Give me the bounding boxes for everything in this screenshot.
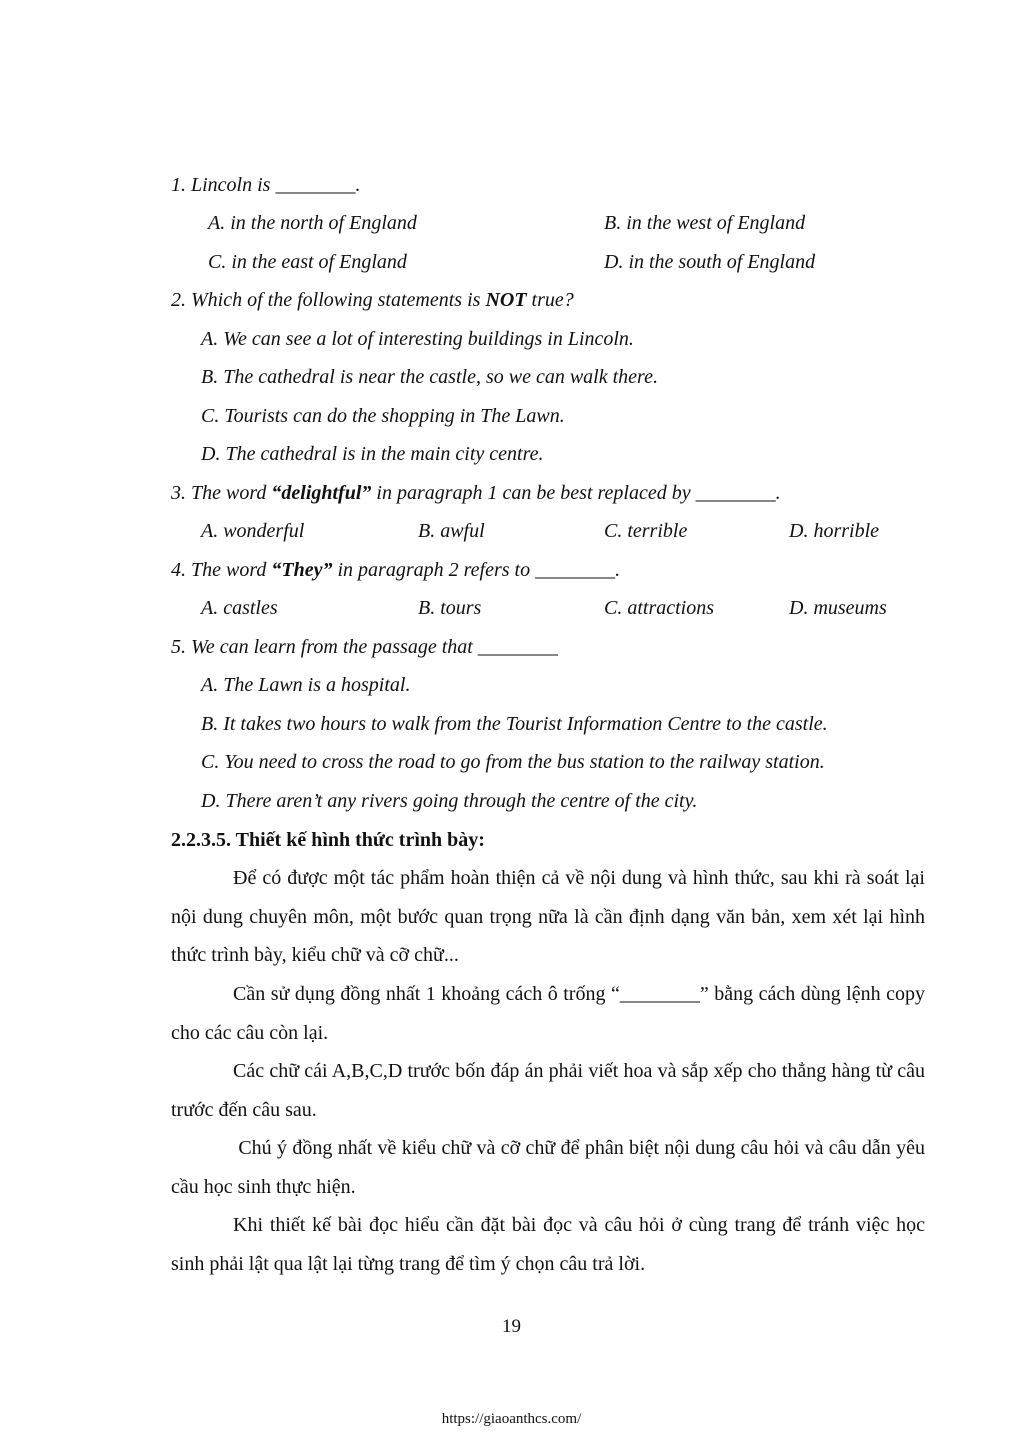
paragraph-2: [171, 975, 925, 1052]
question-3-option-a: A. wonderful: [201, 520, 305, 542]
question-1-option-d: D. in the south of England: [604, 251, 816, 273]
paragraph-1: [171, 859, 925, 975]
paragraph-5-text: Khi thiết kế bài đọc hiểu cần đặt bài đọc và câu hỏi ở cùng trang để tránh việc học sinh phải lật qua lật lại từng trang để tìm ý chọn câu trả lời.: [171, 1214, 925, 1275]
question-4-stem: [171, 558, 620, 582]
question-3-option-b: B. awful: [418, 520, 485, 542]
footer-link[interactable]: https://giaoanthcs.com/: [441, 1411, 582, 1427]
question-4-stem-end: in paragraph 2 refers to ________.: [332, 559, 621, 581]
paragraph-3-text: Các chữ cái A,B,C,D trước bốn đáp án phải viết hoa và sắp xếp cho thẳng hàng từ câu trước đến câu sau.: [171, 1060, 925, 1121]
question-5-option-b: B. It takes two hours to walk from the Tourist Information Centre to the castle.: [201, 713, 828, 735]
question-2-option-c: C. Tourists can do the shopping in The Lawn.: [201, 405, 565, 427]
question-3-stem-end: in paragraph 1 can be best replaced by ________.: [371, 482, 781, 504]
question-3-stem: [171, 481, 781, 505]
question-1-option-a: A. in the north of England: [208, 212, 417, 234]
paragraph-3: [171, 1052, 925, 1129]
question-3-option-d: D. horrible: [789, 520, 879, 542]
question-5-option-c: C. You need to cross the road to go from the bus station to the railway station.: [201, 751, 825, 773]
paragraph-4-text: Chú ý đồng nhất về kiểu chữ và cỡ chữ để phân biệt nội dung câu hỏi và câu dẫn yêu cầu học sinh thực hiện.: [171, 1137, 925, 1198]
question-2-stem-start: 2. Which of the following statements is: [171, 289, 486, 311]
question-3-stem-start: 3. The word: [171, 482, 272, 504]
question-5-option-a: A. The Lawn is a hospital.: [201, 674, 411, 696]
question-2-option-d: D. The cathedral is in the main city centre.: [201, 443, 544, 465]
paragraph-4: [171, 1129, 925, 1206]
page-number: 19: [502, 1316, 521, 1337]
question-5-option-d: D. There aren’t any rivers going through the centre of the city.: [201, 790, 698, 812]
paragraph-2-text: Cần sử dụng đồng nhất 1 khoảng cách ô trống “________” bằng cách dùng lệnh copy cho các câu còn lại.: [171, 983, 925, 1044]
paragraph-5: [171, 1206, 925, 1283]
question-2-stem: [171, 288, 574, 312]
question-3-option-c: C. terrible: [604, 520, 688, 542]
paragraph-1-text: Để có được một tác phẩm hoàn thiện cả về nội dung và hình thức, sau khi rà soát lại nội dung chuyên môn, một bước quan trọng nữa là cần định dạng văn bản, xem xét lại hình thức trình bày, kiểu chữ và cỡ chữ...: [171, 867, 925, 967]
question-2-option-a: A. We can see a lot of interesting buildings in Lincoln.: [201, 328, 634, 350]
question-4-option-c: C. attractions: [604, 597, 715, 619]
question-2-option-b: B. The cathedral is near the castle, so we can walk there.: [201, 366, 658, 388]
question-4-option-b: B. tours: [418, 597, 482, 619]
question-4-option-a: A. castles: [201, 597, 278, 619]
question-1-option-c: C. in the east of England: [208, 251, 407, 273]
section-heading: 2.2.3.5. Thiết kế hình thức trình bày:: [171, 829, 485, 851]
question-2-stem-end: true?: [526, 289, 574, 311]
question-5-stem: 5. We can learn from the passage that ________: [171, 636, 558, 658]
question-4-option-d: D. museums: [789, 597, 887, 619]
question-4-stem-emphasis: “They”: [271, 559, 333, 581]
question-1-stem: 1. Lincoln is ________.: [171, 174, 361, 196]
question-3-stem-emphasis: “delightful”: [271, 482, 372, 504]
question-2-stem-emphasis: NOT: [485, 289, 527, 311]
question-1-option-b: B. in the west of England: [604, 212, 806, 234]
question-4-stem-start: 4. The word: [171, 559, 272, 581]
